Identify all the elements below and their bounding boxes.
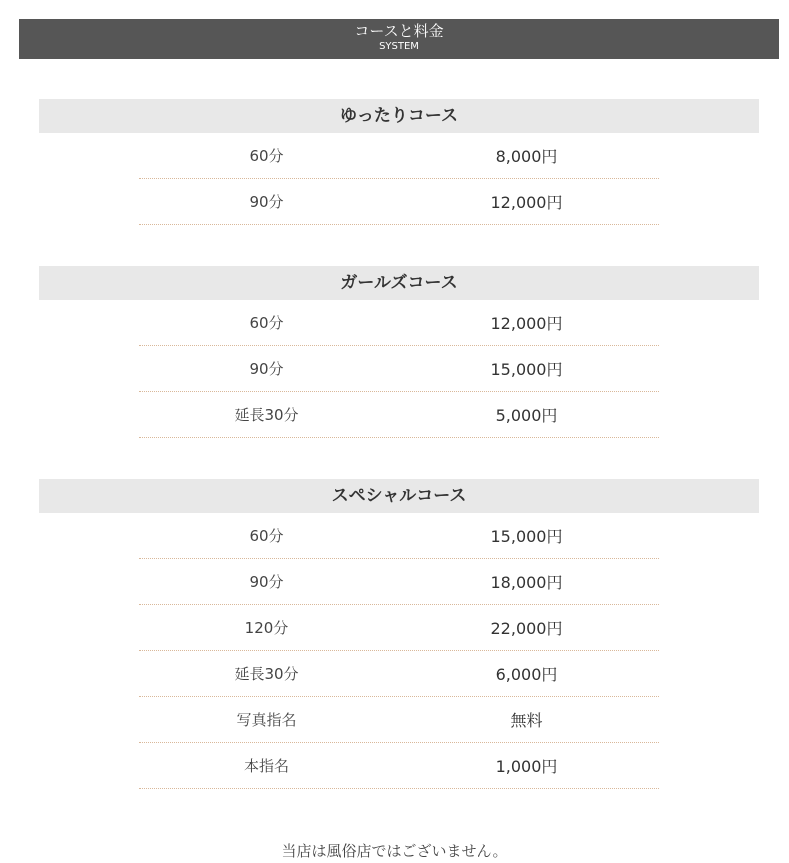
price-row xyxy=(139,179,659,225)
course-title: スペシャルコース xyxy=(39,479,759,513)
price-value: 8,000円 xyxy=(495,147,558,166)
duration-label: 延長30分 xyxy=(234,406,299,424)
price-value: 15,000円 xyxy=(490,527,563,546)
duration-label: 60分 xyxy=(249,527,284,545)
duration-label: 60分 xyxy=(249,147,284,165)
system-header xyxy=(19,19,779,59)
price-list xyxy=(139,513,659,789)
price-row xyxy=(139,743,659,789)
price-row xyxy=(139,392,659,438)
course-title: ゆったりコース xyxy=(39,99,759,133)
price-value: 1,000円 xyxy=(495,757,558,776)
price-value: 無料 xyxy=(510,711,543,730)
price-value: 12,000円 xyxy=(490,193,563,212)
page-subtitle: SYSTEM xyxy=(379,41,419,52)
price-row xyxy=(139,559,659,605)
duration-label: 延長30分 xyxy=(234,665,299,683)
duration-label: 写真指名 xyxy=(236,711,297,729)
price-value: 5,000円 xyxy=(495,406,558,425)
duration-label: 60分 xyxy=(249,314,284,332)
price-row xyxy=(139,605,659,651)
duration-label: 本指名 xyxy=(243,757,289,775)
price-row xyxy=(139,133,659,179)
disclaimer-note: 当店は風俗店ではございません。 xyxy=(281,842,508,860)
course-section-yuttari xyxy=(39,99,759,225)
price-list xyxy=(139,133,659,225)
price-row xyxy=(139,697,659,743)
course-section-special xyxy=(39,479,759,789)
price-value: 22,000円 xyxy=(490,619,563,638)
price-value: 15,000円 xyxy=(490,360,563,379)
course-title: ガールズコース xyxy=(39,266,759,300)
price-row xyxy=(139,651,659,697)
price-value: 12,000円 xyxy=(490,314,563,333)
price-value: 18,000円 xyxy=(490,573,563,592)
page-title: コースと料金 xyxy=(354,22,444,40)
price-row xyxy=(139,513,659,559)
duration-label: 120分 xyxy=(244,619,289,637)
duration-label: 90分 xyxy=(249,360,284,378)
price-list xyxy=(139,300,659,438)
course-section-girls xyxy=(39,266,759,438)
price-value: 6,000円 xyxy=(495,665,558,684)
duration-label: 90分 xyxy=(249,573,284,591)
price-row xyxy=(139,300,659,346)
duration-label: 90分 xyxy=(249,193,284,211)
price-row xyxy=(139,346,659,392)
